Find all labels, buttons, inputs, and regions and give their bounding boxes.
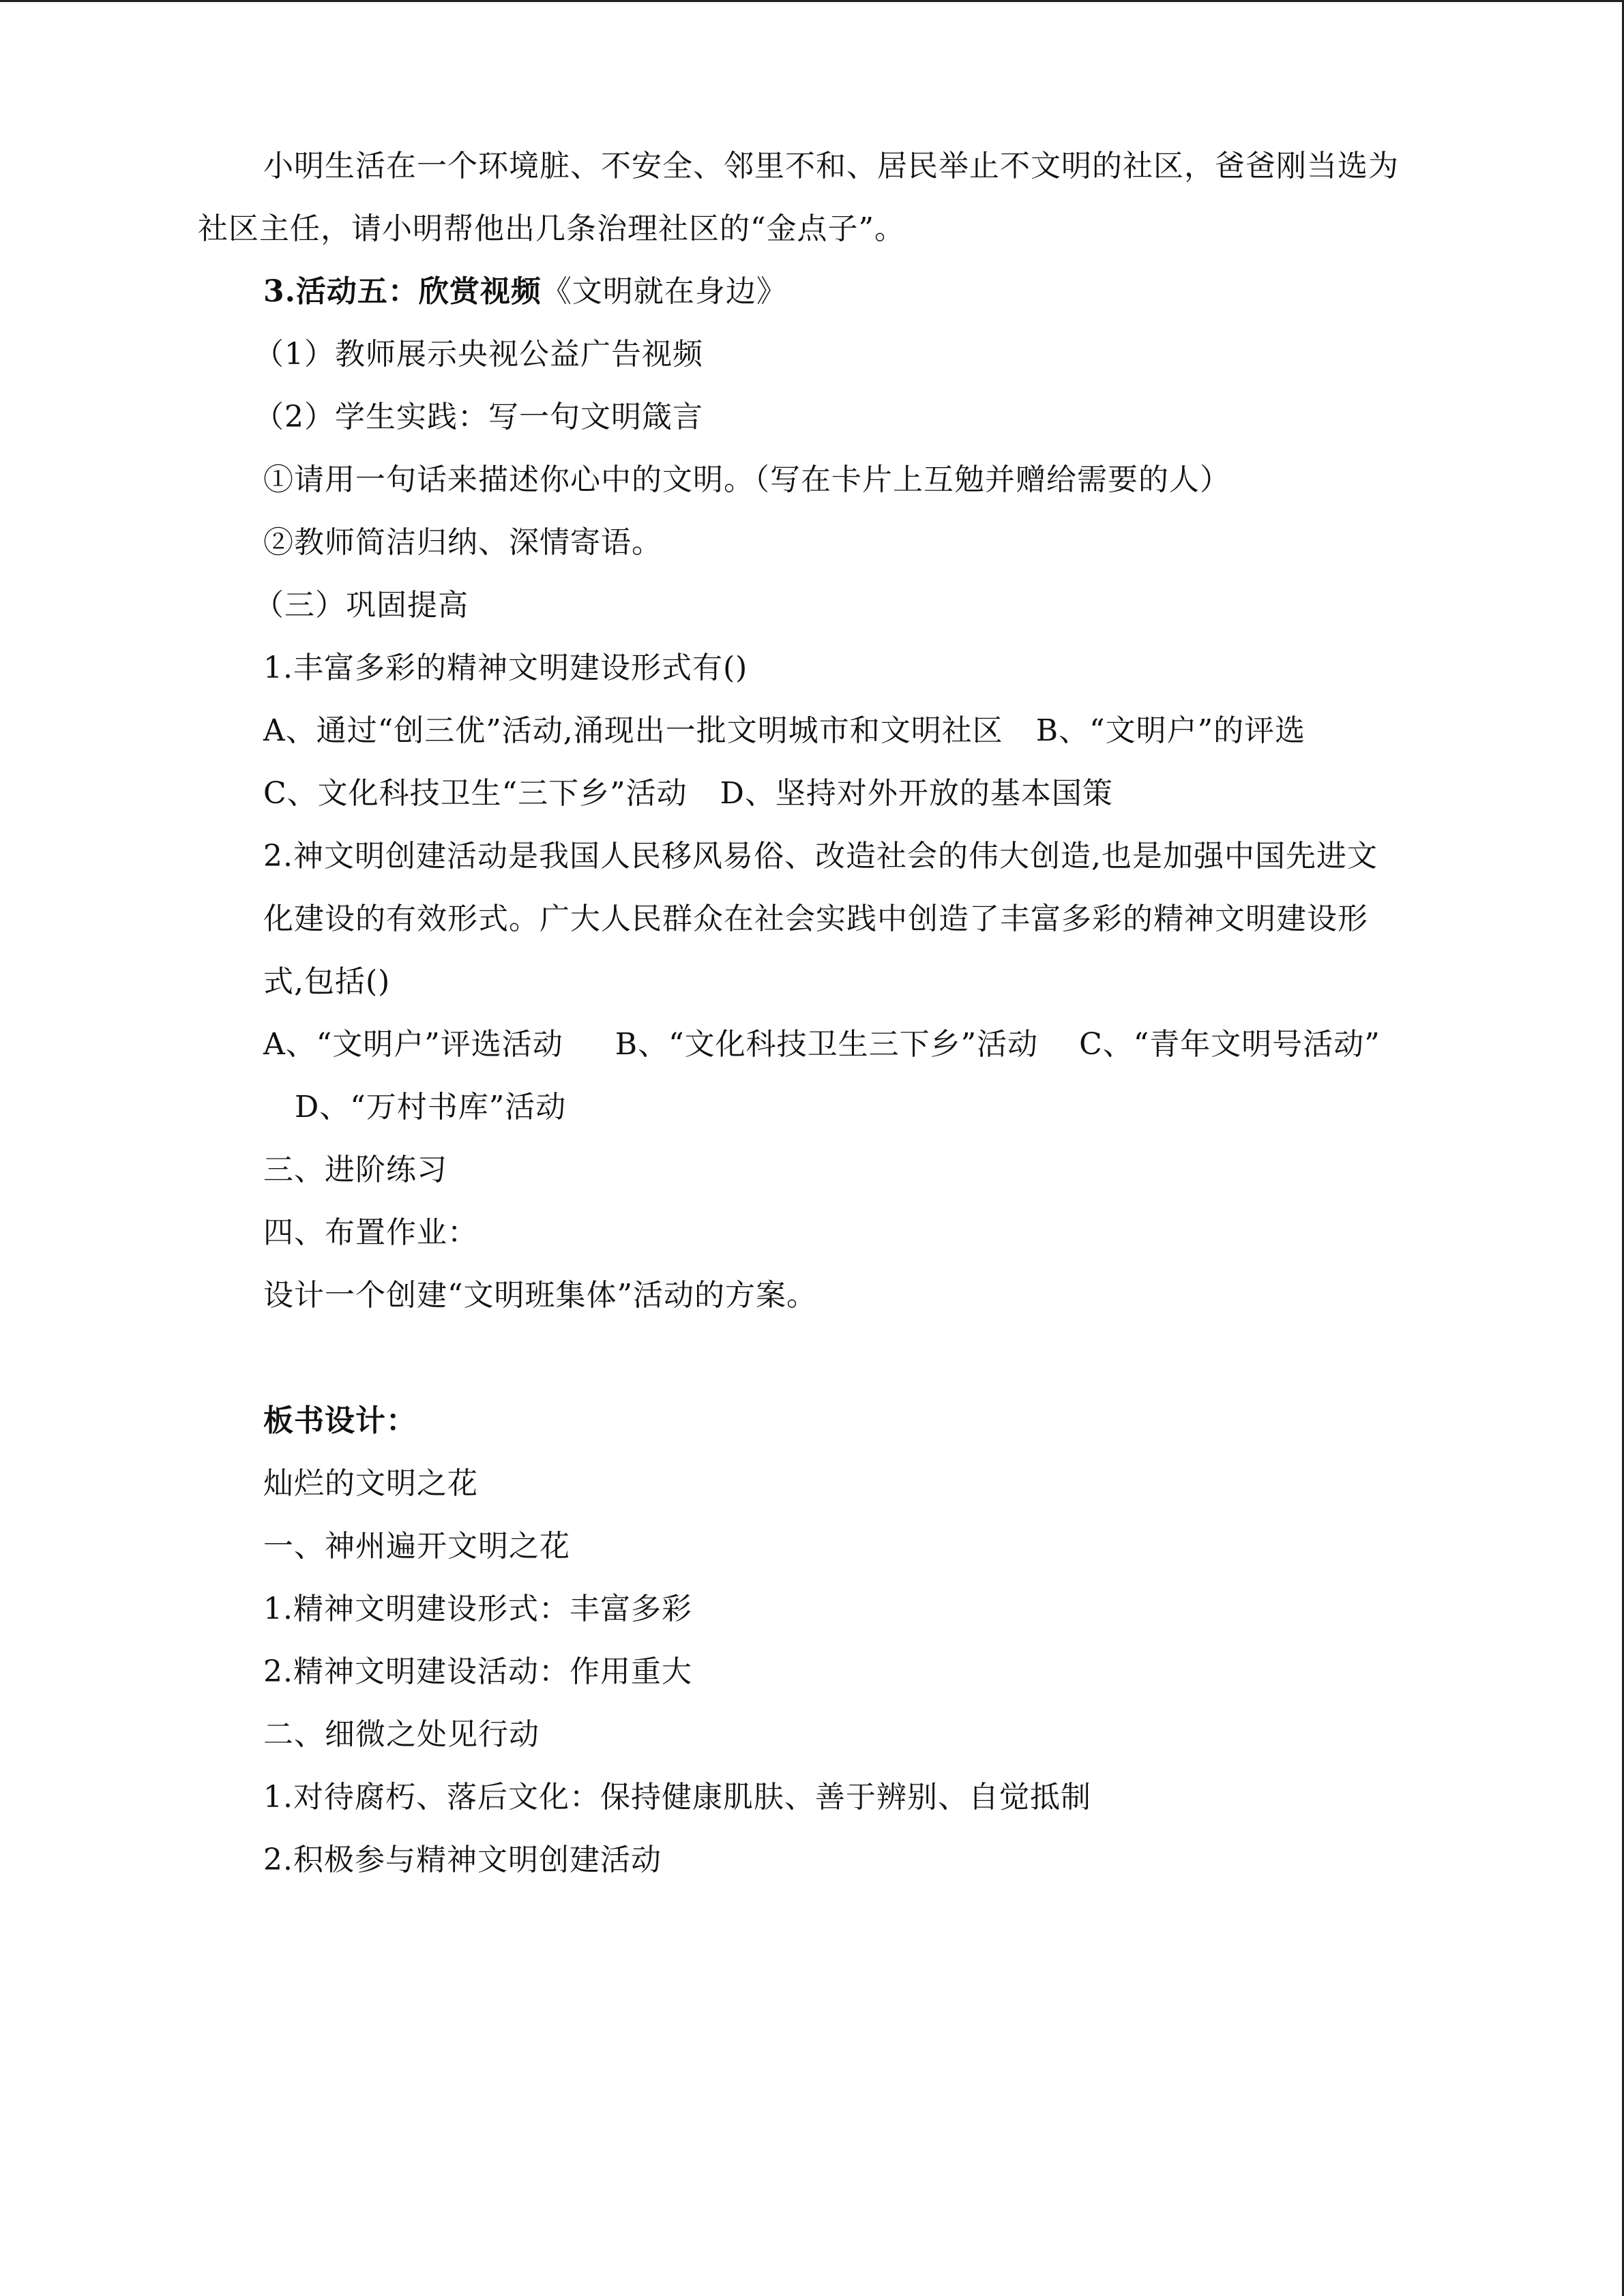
board-section-two: 二、细微之处见行动 [263,1717,540,1752]
board-design-heading: 板书设计： [263,1403,417,1438]
activity-five-label: 3.活动五：欣赏视频 [263,274,542,309]
question-two-options-row-1 [198,1013,1480,1076]
question-one-options-row-1 [198,700,1480,762]
intro-paragraph-line-1: 小明生活在一个环境脏、不安全、邻里不和、居民举止不文明的社区，爸爸刚当选为 [263,149,1399,183]
question-two-line-3: 式,包括() [263,964,391,999]
homework-heading: 四、布置作业： [263,1215,478,1250]
circle-item-two: ②教师简洁归纳、深情寄语。 [263,525,662,560]
question-two-option-b: B、“文化科技卫生三下乡”活动 [615,1027,1039,1062]
intro-paragraph-line-2: 社区主任，请小明帮他出几条治理社区的“金点子”。 [198,211,905,246]
circle-item-one: ①请用一句话来描述你心中的文明。（写在卡片上互勉并赠给需要的人） [263,462,1230,497]
question-two-option-d: D、“万村书库”活动 [295,1090,567,1124]
consolidate-heading: （三）巩固提高 [254,588,469,623]
question-two-option-c: C、“青年文明号活动” [1079,1027,1381,1062]
board-section-two-item-2: 2.积极参与精神文明创建活动 [263,1843,662,1877]
question-one-options-row-2 [198,762,1480,825]
question-one-option-c: C、文化科技卫生“三下乡”活动 [263,776,688,811]
homework-text: 设计一个创建“文明班集体”活动的方案。 [263,1278,817,1313]
step-two: （2）学生实践：写一句文明箴言 [254,400,703,434]
question-one-option-b: B、“文明户”的评选 [1035,713,1306,748]
page-top-border [0,0,1624,2]
board-section-one-item-2: 2.精神文明建设活动：作用重大 [263,1654,692,1689]
advanced-practice-heading: 三、进阶练习 [263,1152,447,1187]
board-section-one-item-1: 1.精神文明建设形式：丰富多彩 [263,1592,692,1626]
question-two-line-2: 化建设的有效形式。广大人民群众在社会实践中创造了丰富多彩的精神文明建设形 [263,901,1368,936]
activity-five-heading [198,260,1480,323]
board-section-two-item-1: 1.对待腐朽、落后文化：保持健康肌肤、善于辨别、自觉抵制 [263,1780,1091,1815]
section-spacer [198,1327,1480,1390]
question-two-line-1: 2.神文明创建活动是我国人民移风易俗、改造社会的伟大创造,也是加强中国先进文 [263,839,1378,874]
question-one-option-a: A、通过“创三优”活动,涌现出一批文明城市和文明社区 [263,713,1003,748]
activity-five-title: 《文明就在身边》 [541,274,787,309]
board-title: 灿烂的文明之花 [263,1466,478,1501]
question-one: 1.丰富多彩的精神文明建设形式有() [263,651,748,685]
document-body [198,135,1480,1892]
step-one: （1）教师展示央视公益广告视频 [254,337,703,372]
question-one-option-d: D、坚持对外开放的基本国策 [720,776,1113,811]
board-section-one: 一、神州遍开文明之花 [263,1529,570,1564]
question-two-option-a: A、“文明户”评选活动 [263,1027,563,1062]
